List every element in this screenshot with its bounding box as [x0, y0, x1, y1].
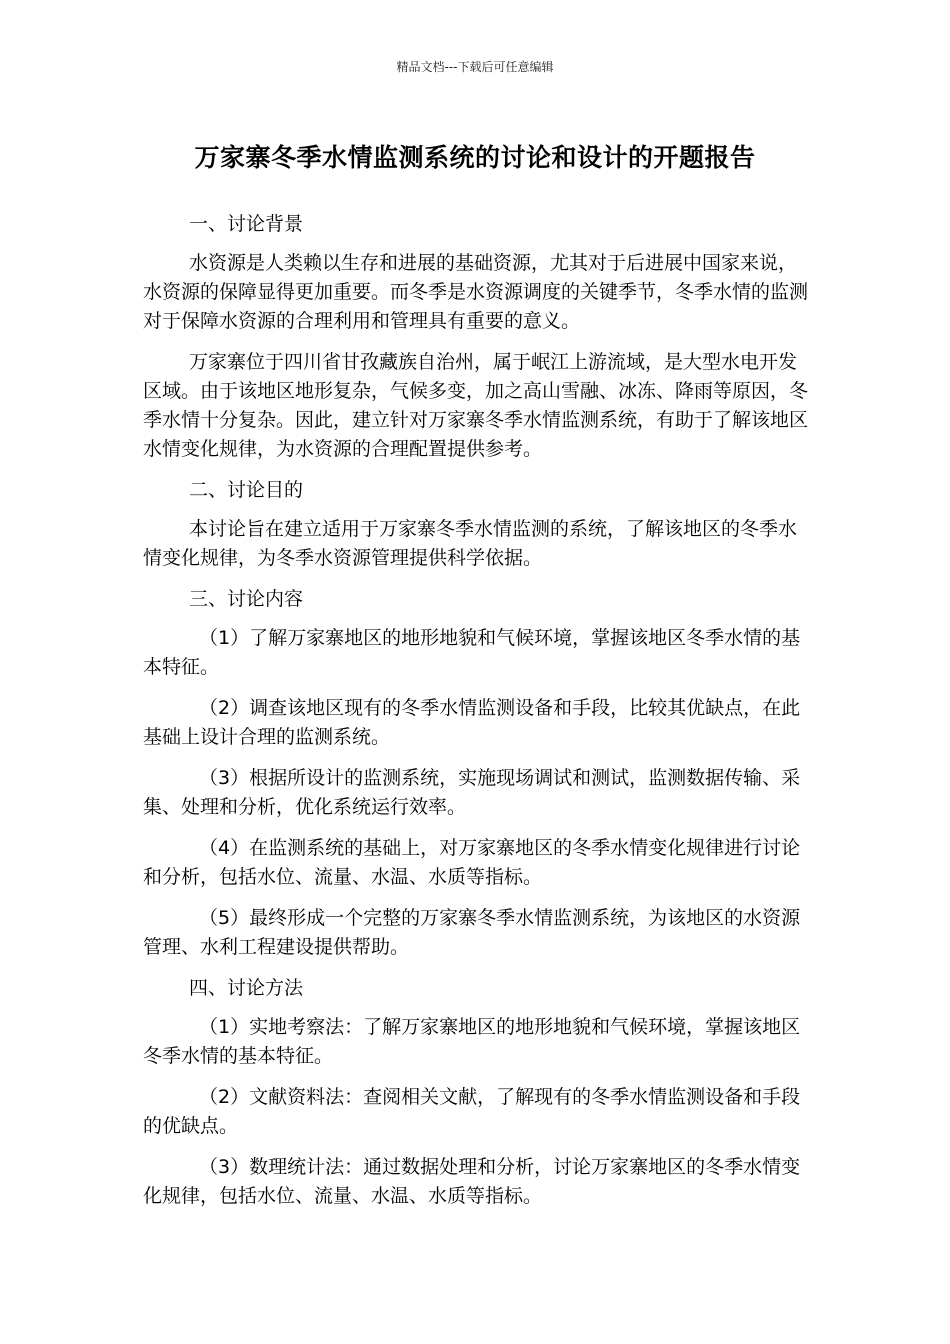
list-item: （1）实地考察法：了解万家寨地区的地形地貌和气候环境，掌握该地区冬季水情的基本特征。 [143, 1016, 801, 1067]
list-item: （2）调查该地区现有的冬季水情监测设备和手段，比较其优缺点，在此基础上设计合理的监测系统。 [143, 697, 801, 748]
list-item: （3）数理统计法：通过数据处理和分析，讨论万家寨地区的冬季水情变化规律，包括水位、流量、水温、水质等指标。 [143, 1156, 801, 1207]
section-heading-methods: 四、讨论方法 [189, 977, 304, 999]
list-item: （1）了解万家寨地区的地形地貌和气候环境，掌握该地区冬季水情的基本特征。 [143, 627, 801, 678]
section-heading-background: 一、讨论背景 [189, 213, 304, 235]
section-heading-content: 三、讨论内容 [189, 588, 304, 610]
paragraph: 本讨论旨在建立适用于万家寨冬季水情监测的系统，了解该地区的冬季水情变化规律，为冬季水资源管理提供科学依据。 [143, 518, 798, 569]
list-item: （3）根据所设计的监测系统，实施现场调试和测试，监测数据传输、采集、处理和分析，优化系统运行效率。 [143, 767, 801, 818]
list-item: （2）文献资料法：查阅相关文献，了解现有的冬季水情监测设备和手段的优缺点。 [143, 1086, 801, 1137]
paragraph: 万家寨位于四川省甘孜藏族自治州，属于岷江上游流域，是大型水电开发区域。由于该地区地形复杂，气候多变，加之高山雪融、冰冻、降雨等原因，冬季水情十分复杂。因此，建立针对万家寨冬季水情监测系统，有助于了解该地区水情变化规律，为水资源的合理配置提供参考。 [143, 351, 809, 460]
page-header: 精品文档---下载后可任意编辑 [396, 60, 554, 74]
paragraph: 水资源是人类赖以生存和进展的基础资源，尤其对于后进展中国家来说，水资源的保障显得更加重要。而冬季是水资源调度的关键季节，冬季水情的监测对于保障水资源的合理利用和管理具有重要的意义。 [143, 252, 809, 332]
list-item: （4）在监测系统的基础上，对万家寨地区的冬季水情变化规律进行讨论和分析，包括水位、流量、水温、水质等指标。 [143, 837, 801, 888]
document-body [143, 210, 815, 1223]
section-heading-purpose: 二、讨论目的 [189, 479, 304, 501]
document-title: 万家寨冬季水情监测系统的讨论和设计的开题报告 [194, 143, 756, 172]
list-item: （5）最终形成一个完整的万家寨冬季水情监测系统，为该地区的水资源管理、水利工程建设提供帮助。 [143, 907, 801, 958]
